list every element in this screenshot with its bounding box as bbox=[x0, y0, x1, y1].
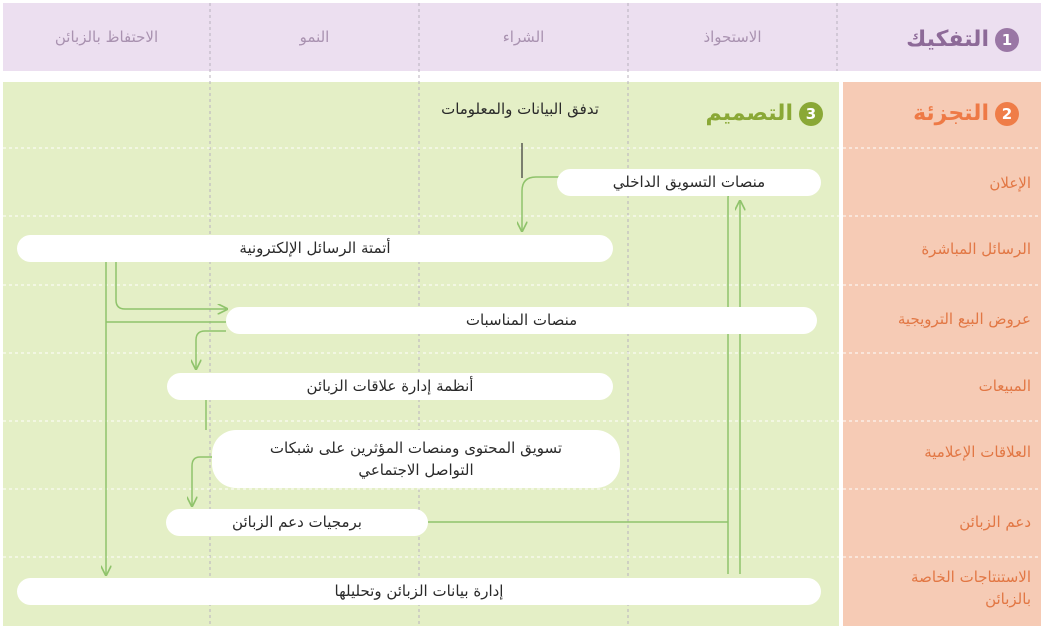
stage-promotions: عروض البيع الترويجية bbox=[897, 310, 1031, 328]
tool-email-automation: أتمتة الرسائل الإلكترونية bbox=[17, 235, 613, 262]
deconstruction-title bbox=[906, 27, 1019, 52]
tool-crm-systems: أنظمة إدارة علاقات الزبائن bbox=[167, 373, 613, 400]
stage-customer-insights: الاستنتاجات الخاصة بالزبائن bbox=[911, 568, 1031, 608]
stage-media-relations: العلاقات الإعلامية bbox=[924, 443, 1031, 461]
tool-content-influencer bbox=[212, 430, 620, 488]
tool-event-platforms: منصات المناسبات bbox=[226, 307, 817, 334]
phase-purchase: الشراء bbox=[502, 28, 545, 46]
stage-sales: المبيعات bbox=[978, 377, 1031, 395]
section-title-text: التفكيك bbox=[906, 27, 989, 52]
phase-acquisition: الاستحواذ bbox=[703, 28, 762, 46]
tool-content-influencer-text: تسويق المحتوى ومنصات المؤثرين على شبكات التواصل الاجتماعي bbox=[269, 439, 563, 479]
stage-advertising: الإعلان bbox=[989, 174, 1031, 192]
tool-customer-data-management: إدارة بيانات الزبائن وتحليلها bbox=[17, 578, 821, 605]
phase-retention: الاحتفاظ بالزبائن bbox=[54, 28, 159, 46]
step-number-badge: 2 bbox=[995, 102, 1019, 126]
stage-direct-messages: الرسائل المباشرة bbox=[921, 240, 1031, 258]
section-title-text: التجزئة bbox=[913, 101, 989, 126]
phase-growth: النمو bbox=[299, 28, 330, 46]
data-flow-label: تدفق البيانات والمعلومات bbox=[441, 100, 599, 118]
tool-inbound-marketing: منصات التسويق الداخلي bbox=[557, 169, 821, 196]
stage-customer-support: دعم الزبائن bbox=[959, 513, 1031, 531]
segmentation-title bbox=[913, 101, 1019, 126]
design-title bbox=[706, 101, 823, 126]
tool-support-software: برمجيات دعم الزبائن bbox=[166, 509, 428, 536]
section-title-text: التصميم bbox=[705, 101, 793, 126]
step-number-badge: 1 bbox=[995, 28, 1019, 52]
step-number-badge: 3 bbox=[799, 102, 823, 126]
